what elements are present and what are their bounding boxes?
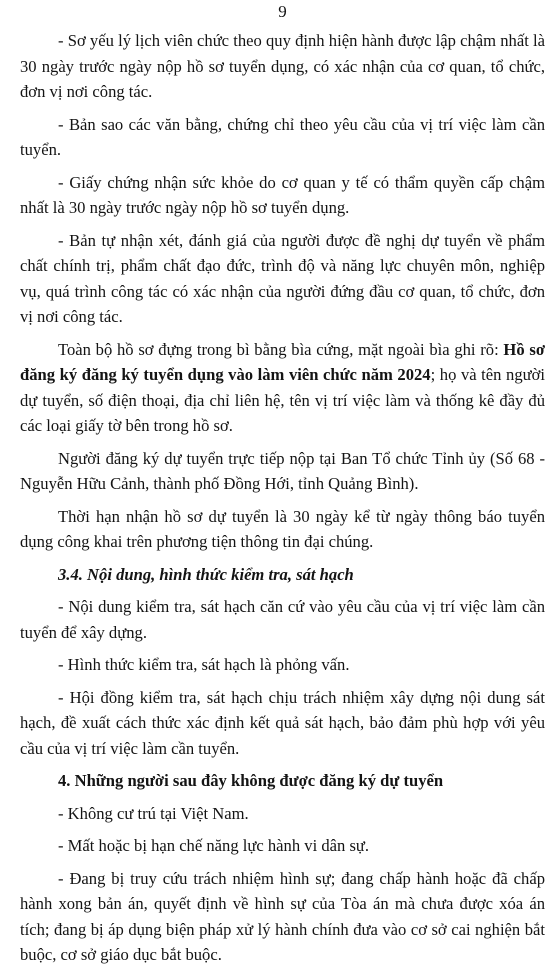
- paragraph-self-assessment: - Bản tự nhận xét, đánh giá của người được đề nghị dự tuyển về phẩm chất chính trị, phẩm chất đạo đức, trình độ và năng lực chuyên môn, nghiệp vụ, quá trình công tác có xác nhận của người đứng đầu cơ quan, tổ chức, đơn vị nơi công tác.: [20, 230, 545, 326]
- section-4-item: - Mất hoặc bị hạn chế năng lực hành vi dân sự.: [58, 836, 370, 855]
- paragraph-envelope: [20, 337, 545, 439]
- envelope-text-before: Toàn bộ hồ sơ đựng trong bì bằng bìa cứng, mặt ngoài bìa ghi rõ:: [58, 339, 504, 359]
- paragraph-cv: - Sơ yếu lý lịch viên chức theo quy định hiện hành được lập chậm nhất là 30 ngày trước ngày nộp hồ sơ tuyển dụng, có xác nhận của cơ quan, tổ chức, đơn vị nơi công tác.: [20, 31, 545, 101]
- envelope-text-after: ; họ và tên người dự tuyển, số điện thoại, địa chỉ liên hệ, tên vị trí việc làm và thống kê đầy đủ các loại giấy tờ bên trong hồ sơ.: [20, 365, 545, 435]
- section-4-item: - Không cư trú tại Việt Nam.: [58, 803, 249, 823]
- section-3-4-heading: 3.4. Nội dung, hình thức kiểm tra, sát hạch: [58, 564, 354, 584]
- envelope-bold-title: Hồ sơ đăng ký đăng ký tuyển dụng vào làm viên chức năm 2024: [20, 339, 546, 384]
- section-3-4-item: - Nội dung kiểm tra, sát hạch căn cứ vào yêu cầu của vị trí việc làm cần tuyển để xây dựng.: [20, 597, 545, 642]
- section-3-4-item: - Hình thức kiểm tra, sát hạch là phỏng vấn.: [58, 655, 350, 674]
- page-number: 9: [278, 2, 287, 21]
- section-4-heading: 4. Những người sau đây không được đăng ký dự tuyển: [58, 771, 444, 790]
- paragraph-diplomas: - Bản sao các văn bằng, chứng chỉ theo yêu cầu của vị trí việc làm cần tuyển.: [20, 114, 545, 159]
- section-4-item: - Đang bị truy cứu trách nhiệm hình sự; đang chấp hành hoặc đã chấp hành xong bản án, quyết định về hình sự của Tòa án mà chưa được xóa án tích; đang bị áp dụng biện pháp xử lý hành chính đưa vào cơ sở cai nghiện bắt buộc, cơ sở giáo dục bắt buộc.: [20, 868, 545, 964]
- section-3-4-item: - Hội đồng kiểm tra, sát hạch chịu trách nhiệm xây dựng nội dung sát hạch, đề xuất cách thức xác định kết quả sát hạch, bảo đảm phù hợp với yêu cầu của vị trí việc làm cần tuyển.: [20, 687, 545, 758]
- paragraph-health-certificate: - Giấy chứng nhận sức khỏe do cơ quan y tế có thẩm quyền cấp chậm nhất là 30 ngày trước ngày nộp hồ sơ tuyển dụng.: [20, 172, 545, 217]
- paragraph-deadline: Thời hạn nhận hồ sơ dự tuyển là 30 ngày kể từ ngày thông báo tuyển dụng công khai trên phương tiện thông tin đại chúng.: [20, 506, 545, 551]
- paragraph-submission: Người đăng ký dự tuyển trực tiếp nộp tại Ban Tổ chức Tỉnh ủy (Số 68 - Nguyễn Hữu Cảnh, thành phố Đồng Hới, tỉnh Quảng Bình).: [20, 448, 545, 493]
